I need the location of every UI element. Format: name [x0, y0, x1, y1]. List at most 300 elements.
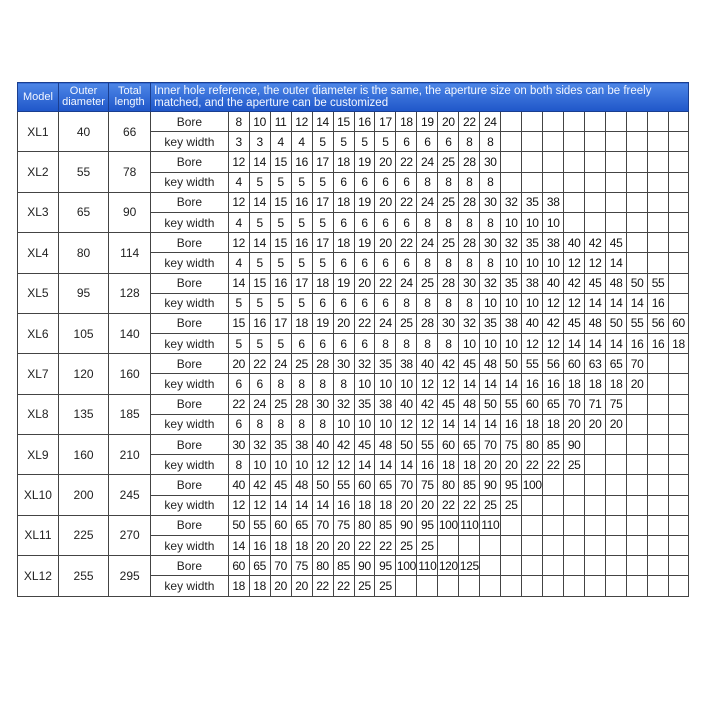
empty-cell [648, 435, 669, 455]
bore-value: 85 [543, 435, 564, 455]
empty-cell [669, 576, 689, 596]
key-width-value: 12 [417, 414, 438, 434]
key-width-value: 6 [228, 374, 249, 394]
bore-value: 65 [375, 475, 396, 495]
empty-cell [522, 576, 543, 596]
bore-value: 125 [459, 556, 480, 576]
key-width-value: 5 [249, 172, 270, 192]
key-width-value: 6 [354, 293, 375, 313]
bore-value: 18 [312, 273, 333, 293]
bore-value: 42 [438, 354, 459, 374]
table-body [18, 112, 689, 597]
key-width-value: 20 [564, 414, 585, 434]
model-cell: XL4 [18, 233, 59, 273]
bore-value: 30 [480, 233, 501, 253]
key-width-value: 22 [543, 455, 564, 475]
empty-cell [459, 576, 480, 596]
key-width-value: 20 [291, 576, 312, 596]
bore-row [18, 394, 689, 414]
bore-value: 22 [249, 354, 270, 374]
bore-value: 30 [480, 192, 501, 212]
empty-cell [669, 495, 689, 515]
key-width-value: 10 [522, 253, 543, 273]
bore-value: 16 [291, 152, 312, 172]
empty-cell [627, 152, 648, 172]
empty-cell [606, 495, 627, 515]
key-width-value: 12 [585, 253, 606, 273]
key-width-value: 5 [312, 212, 333, 232]
bore-value: 55 [522, 354, 543, 374]
key-width-value: 25 [396, 535, 417, 555]
empty-cell [648, 132, 669, 152]
empty-cell [627, 535, 648, 555]
empty-cell [606, 152, 627, 172]
key-width-value: 6 [375, 172, 396, 192]
key-width-value: 22 [354, 535, 375, 555]
bore-value: 18 [333, 152, 354, 172]
bore-value: 19 [354, 233, 375, 253]
bore-value: 17 [270, 313, 291, 333]
empty-cell [648, 455, 669, 475]
key-width-value: 10 [543, 212, 564, 232]
empty-cell [585, 475, 606, 495]
bore-value: 30 [459, 273, 480, 293]
bore-value: 38 [543, 192, 564, 212]
key-width-value: 10 [480, 334, 501, 354]
key-width-value: 8 [270, 414, 291, 434]
bore-value: 42 [543, 313, 564, 333]
bore-row [18, 556, 689, 576]
bore-label: Bore [151, 394, 229, 414]
key-width-value: 4 [270, 132, 291, 152]
key-width-value: 16 [417, 455, 438, 475]
key-width-value: 22 [438, 495, 459, 515]
empty-cell [627, 172, 648, 192]
total-length-cell: 66 [109, 112, 151, 152]
empty-cell [627, 576, 648, 596]
bore-value: 56 [648, 313, 669, 333]
bore-value: 63 [585, 354, 606, 374]
key-width-value: 6 [333, 172, 354, 192]
empty-cell [564, 132, 585, 152]
bore-value: 20 [375, 233, 396, 253]
outer-diameter-cell: 65 [58, 192, 108, 232]
bore-value: 20 [228, 354, 249, 374]
bore-value: 24 [480, 112, 501, 132]
key-width-value: 4 [228, 212, 249, 232]
bore-label: Bore [151, 273, 229, 293]
key-width-label: key width [151, 495, 229, 515]
bore-value: 24 [417, 152, 438, 172]
key-width-value: 6 [396, 253, 417, 273]
key-width-value: 8 [228, 455, 249, 475]
bore-value: 60 [270, 515, 291, 535]
key-width-value: 25 [417, 535, 438, 555]
key-width-value: 5 [354, 132, 375, 152]
bore-value: 42 [417, 394, 438, 414]
bore-value: 8 [228, 112, 249, 132]
key-width-value: 22 [333, 576, 354, 596]
key-width-value: 14 [375, 455, 396, 475]
key-width-value: 5 [270, 293, 291, 313]
bore-value: 14 [249, 152, 270, 172]
bore-value: 17 [375, 112, 396, 132]
empty-cell [606, 192, 627, 212]
key-width-value: 18 [543, 414, 564, 434]
key-width-label: key width [151, 293, 229, 313]
key-width-value: 12 [522, 334, 543, 354]
key-width-value: 6 [354, 253, 375, 273]
bore-value: 65 [459, 435, 480, 455]
empty-cell [585, 212, 606, 232]
empty-cell [543, 495, 564, 515]
bore-row [18, 152, 689, 172]
bore-value: 16 [291, 192, 312, 212]
total-length-cell: 78 [109, 152, 151, 192]
bore-value: 48 [585, 313, 606, 333]
empty-cell [585, 495, 606, 515]
empty-cell [522, 535, 543, 555]
key-width-value: 8 [417, 293, 438, 313]
bore-value: 18 [291, 313, 312, 333]
empty-cell [606, 172, 627, 192]
total-length-cell: 114 [109, 233, 151, 273]
key-width-value: 5 [228, 334, 249, 354]
bore-value: 14 [249, 233, 270, 253]
key-width-value: 18 [564, 374, 585, 394]
key-width-value: 14 [438, 414, 459, 434]
outer-diameter-cell: 120 [58, 354, 108, 394]
bore-value: 25 [396, 313, 417, 333]
model-cell: XL12 [18, 556, 59, 596]
key-width-value: 4 [228, 253, 249, 273]
key-width-value: 8 [438, 212, 459, 232]
key-width-label: key width [151, 172, 229, 192]
key-width-value: 4 [228, 172, 249, 192]
bore-value: 12 [228, 233, 249, 253]
bore-value: 28 [312, 354, 333, 374]
key-width-value: 5 [291, 253, 312, 273]
bore-value: 85 [333, 556, 354, 576]
bore-value: 120 [438, 556, 459, 576]
bore-value: 85 [459, 475, 480, 495]
empty-cell [669, 293, 689, 313]
bore-value: 60 [228, 556, 249, 576]
empty-cell [606, 576, 627, 596]
key-width-value: 5 [270, 212, 291, 232]
bore-value: 22 [459, 112, 480, 132]
model-cell: XL5 [18, 273, 59, 313]
key-width-value: 14 [459, 374, 480, 394]
key-width-value: 10 [459, 334, 480, 354]
empty-cell [648, 475, 669, 495]
empty-cell [585, 132, 606, 152]
key-width-value: 6 [312, 334, 333, 354]
key-width-value: 5 [249, 212, 270, 232]
bore-value: 15 [228, 313, 249, 333]
bore-value: 28 [459, 152, 480, 172]
key-width-value: 20 [606, 414, 627, 434]
key-width-value: 18 [375, 495, 396, 515]
bore-value: 22 [396, 233, 417, 253]
key-width-value: 5 [333, 132, 354, 152]
outer-diameter-cell: 200 [58, 475, 108, 515]
bore-value: 11 [270, 112, 291, 132]
bore-value: 19 [333, 273, 354, 293]
key-width-value: 22 [375, 535, 396, 555]
key-width-value: 5 [291, 212, 312, 232]
key-width-value: 22 [522, 455, 543, 475]
key-width-value: 14 [480, 374, 501, 394]
key-width-value: 16 [627, 334, 648, 354]
key-width-value: 8 [480, 172, 501, 192]
key-width-value: 8 [249, 414, 270, 434]
bore-value: 30 [228, 435, 249, 455]
bore-value: 38 [375, 394, 396, 414]
key-width-value: 6 [333, 334, 354, 354]
total-length-cell: 270 [109, 515, 151, 555]
bore-value: 90 [354, 556, 375, 576]
empty-cell [627, 515, 648, 535]
bore-value: 38 [522, 273, 543, 293]
key-width-value: 12 [438, 374, 459, 394]
bore-value: 42 [333, 435, 354, 455]
bore-row [18, 273, 689, 293]
empty-cell [669, 354, 689, 374]
bore-row [18, 112, 689, 132]
empty-cell [501, 132, 522, 152]
key-width-value: 5 [249, 293, 270, 313]
key-width-value: 6 [354, 172, 375, 192]
empty-cell [522, 495, 543, 515]
bore-value: 75 [606, 394, 627, 414]
bore-value: 25 [438, 233, 459, 253]
bore-value: 18 [333, 233, 354, 253]
key-width-value: 3 [249, 132, 270, 152]
empty-cell [627, 495, 648, 515]
coupling-spec-table [17, 82, 689, 597]
bore-value: 12 [291, 112, 312, 132]
key-width-value: 8 [438, 172, 459, 192]
outer-diameter-cell: 135 [58, 394, 108, 434]
key-width-value: 5 [270, 253, 291, 273]
bore-value: 24 [375, 313, 396, 333]
key-width-value: 20 [585, 414, 606, 434]
bore-value: 24 [417, 233, 438, 253]
empty-cell [669, 374, 689, 394]
bore-value: 40 [228, 475, 249, 495]
key-width-value: 16 [648, 293, 669, 313]
header-total-length: Total length [109, 83, 151, 112]
key-width-value: 6 [396, 172, 417, 192]
key-width-value: 8 [375, 334, 396, 354]
bore-value: 28 [459, 233, 480, 253]
empty-cell [627, 414, 648, 434]
bore-value: 19 [354, 152, 375, 172]
bore-value: 22 [396, 192, 417, 212]
key-width-value: 25 [480, 495, 501, 515]
key-width-value: 10 [522, 293, 543, 313]
key-width-value: 18 [669, 334, 689, 354]
key-width-value: 6 [291, 334, 312, 354]
key-width-value: 14 [459, 414, 480, 434]
empty-cell [522, 556, 543, 576]
key-width-value: 8 [438, 293, 459, 313]
key-width-value: 8 [480, 253, 501, 273]
key-width-value: 14 [627, 293, 648, 313]
empty-cell [648, 112, 669, 132]
bore-value: 32 [333, 394, 354, 414]
bore-value: 17 [312, 233, 333, 253]
bore-value: 95 [375, 556, 396, 576]
key-width-value: 20 [312, 535, 333, 555]
key-width-value: 8 [417, 212, 438, 232]
empty-cell [606, 556, 627, 576]
key-width-value: 8 [312, 374, 333, 394]
outer-diameter-cell: 225 [58, 515, 108, 555]
bore-value: 48 [480, 354, 501, 374]
empty-cell [669, 535, 689, 555]
bore-value: 35 [270, 435, 291, 455]
empty-cell [648, 192, 669, 212]
bore-value: 70 [270, 556, 291, 576]
key-width-value: 8 [459, 253, 480, 273]
key-width-value: 14 [312, 495, 333, 515]
empty-cell [480, 535, 501, 555]
empty-cell [648, 414, 669, 434]
empty-cell [501, 515, 522, 535]
bore-value: 60 [354, 475, 375, 495]
key-width-value: 16 [333, 495, 354, 515]
key-width-value: 10 [501, 293, 522, 313]
empty-cell [627, 435, 648, 455]
key-width-value: 10 [543, 253, 564, 273]
bore-value: 20 [438, 112, 459, 132]
key-width-value: 18 [354, 495, 375, 515]
bore-label: Bore [151, 515, 229, 535]
key-width-value: 12 [564, 293, 585, 313]
bore-value: 25 [291, 354, 312, 374]
empty-cell [543, 132, 564, 152]
key-width-value: 22 [312, 576, 333, 596]
bore-value: 90 [480, 475, 501, 495]
key-width-value: 18 [228, 576, 249, 596]
key-width-value: 25 [375, 576, 396, 596]
empty-cell [564, 112, 585, 132]
bore-value: 55 [627, 313, 648, 333]
bore-value: 80 [312, 556, 333, 576]
bore-value: 17 [291, 273, 312, 293]
key-width-value: 5 [312, 132, 333, 152]
bore-label: Bore [151, 354, 229, 374]
header-row [18, 83, 689, 112]
bore-value: 35 [522, 233, 543, 253]
bore-value: 40 [396, 394, 417, 414]
bore-value: 22 [228, 394, 249, 414]
key-width-value: 5 [270, 172, 291, 192]
bore-value: 45 [459, 354, 480, 374]
key-width-value: 8 [417, 253, 438, 273]
bore-value: 18 [396, 112, 417, 132]
empty-cell [669, 435, 689, 455]
empty-cell [564, 475, 585, 495]
key-width-value: 10 [291, 455, 312, 475]
bore-value: 90 [564, 435, 585, 455]
key-width-value: 5 [249, 253, 270, 273]
bore-value: 110 [480, 515, 501, 535]
bore-value: 55 [417, 435, 438, 455]
key-width-value: 8 [438, 253, 459, 273]
bore-value: 32 [249, 435, 270, 455]
empty-cell [585, 576, 606, 596]
bore-value: 55 [333, 475, 354, 495]
bore-row [18, 313, 689, 333]
key-width-value: 16 [501, 414, 522, 434]
key-width-value: 10 [249, 455, 270, 475]
bore-value: 80 [438, 475, 459, 495]
empty-cell [627, 233, 648, 253]
key-width-value: 5 [291, 293, 312, 313]
bore-value: 90 [396, 515, 417, 535]
empty-cell [606, 515, 627, 535]
bore-value: 50 [396, 435, 417, 455]
empty-cell [501, 556, 522, 576]
key-width-value: 14 [270, 495, 291, 515]
empty-cell [480, 556, 501, 576]
bore-value: 30 [480, 152, 501, 172]
key-width-value: 25 [564, 455, 585, 475]
key-width-value: 8 [417, 172, 438, 192]
bore-value: 19 [417, 112, 438, 132]
bore-value: 75 [417, 475, 438, 495]
empty-cell [627, 556, 648, 576]
key-width-label: key width [151, 535, 229, 555]
key-width-value: 8 [270, 374, 291, 394]
key-width-value: 16 [543, 374, 564, 394]
bore-value: 32 [480, 273, 501, 293]
bore-value: 24 [417, 192, 438, 212]
key-width-value: 14 [606, 334, 627, 354]
key-width-value: 12 [396, 414, 417, 434]
empty-cell [627, 112, 648, 132]
key-width-value: 8 [480, 212, 501, 232]
key-width-value: 12 [543, 293, 564, 313]
key-width-value: 5 [312, 172, 333, 192]
key-width-value: 10 [501, 212, 522, 232]
total-length-cell: 210 [109, 435, 151, 475]
key-width-value: 10 [354, 374, 375, 394]
bore-value: 15 [249, 273, 270, 293]
key-width-value: 6 [396, 132, 417, 152]
bore-value: 32 [501, 192, 522, 212]
empty-cell [564, 495, 585, 515]
outer-diameter-cell: 105 [58, 313, 108, 353]
bore-value: 10 [249, 112, 270, 132]
bore-value: 60 [522, 394, 543, 414]
empty-cell [669, 394, 689, 414]
bore-value: 16 [354, 112, 375, 132]
key-width-value: 14 [480, 414, 501, 434]
key-width-value: 10 [396, 374, 417, 394]
bore-value: 110 [459, 515, 480, 535]
bore-value: 45 [270, 475, 291, 495]
bore-value: 16 [249, 313, 270, 333]
bore-value: 20 [375, 152, 396, 172]
empty-cell [648, 495, 669, 515]
outer-diameter-cell: 80 [58, 233, 108, 273]
empty-cell [669, 455, 689, 475]
bore-value: 70 [564, 394, 585, 414]
